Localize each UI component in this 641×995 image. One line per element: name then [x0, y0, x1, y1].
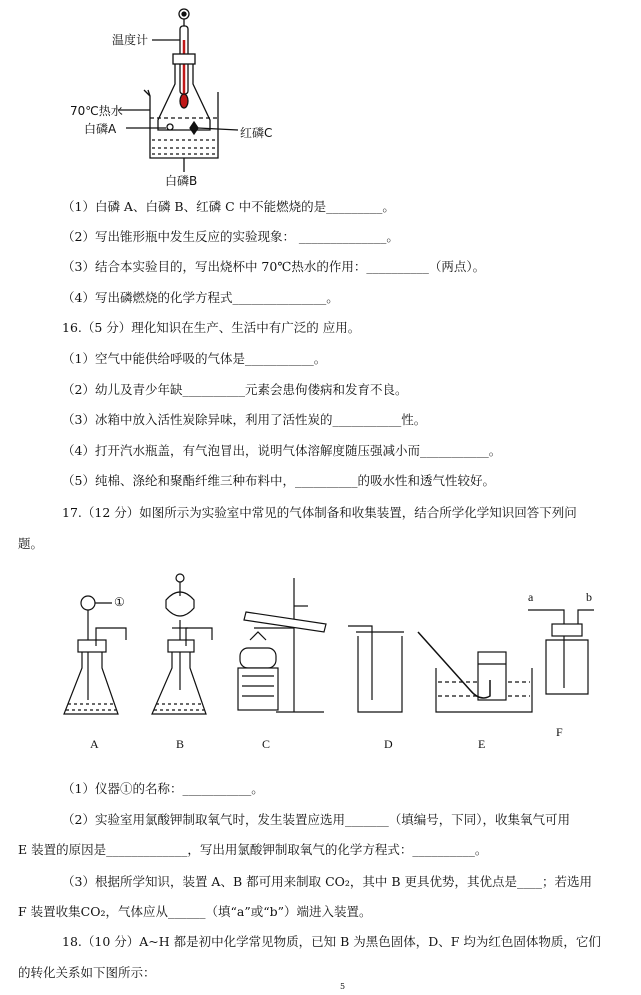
instrument-1-marker: ① — [114, 595, 125, 609]
q16-part5: （5）纯棉、涤纶和聚酯纤维三种布料中，__________的吸水性和透气性较好。 — [62, 473, 495, 488]
q17-part2-line1: （2）实验室用氯酸钾制取氧气时，发生装置应选用_______（填编号，下同），收集氧气可用 — [62, 812, 570, 827]
apparatus-c — [238, 578, 326, 712]
q15-part4: （4）写出磷燃烧的化学方程式_______________。 — [62, 290, 339, 305]
q16-part1: （1）空气中能供给呼吸的气体是___________。 — [62, 351, 327, 366]
label-a: A — [90, 737, 99, 751]
white-phosphorus-b-label: 白磷B — [165, 174, 198, 188]
q17-title-line2: 题。 — [18, 536, 44, 551]
apparatus-f — [528, 610, 594, 694]
q15-part1: （1）白磷 A、白磷 B、红磷 C 中不能燃烧的是_________。 — [62, 199, 395, 214]
hot-water-label: 70℃热水 — [70, 104, 123, 118]
label-d: D — [384, 737, 393, 751]
label-f: F — [556, 725, 563, 739]
q17-part3-line1: （3）根据所学知识，装置 A、B 都可用来制取 CO₂，其中 B 更具优势，其优点是____；若选用 — [62, 874, 593, 889]
q16-part4: （4）打开汽水瓶盖，有气泡冒出，说明气体溶解度随压强减小而___________。 — [62, 443, 502, 458]
q17-title-line1: 17.（12 分）如图所示为实验室中常见的气体制备和收集装置，结合所学化学知识回答下列问 — [62, 505, 577, 520]
q16-part3: （3）冰箱中放入活性炭除异味，利用了活性炭的___________性。 — [62, 412, 427, 427]
apparatus-d — [348, 626, 404, 712]
q15-part2: （2）写出锥形瓶中发生反应的实验现象： ______________。 — [62, 229, 399, 244]
apparatus-b — [152, 574, 212, 714]
page-number: 5 — [340, 982, 346, 991]
q17-part1: （1）仪器①的名称：___________。 — [62, 781, 264, 796]
label-e: E — [478, 737, 486, 751]
red-phosphorus-c-label: 红磷C — [240, 126, 273, 140]
q15-part3: （3）结合本实验目的，写出烧杯中 70℃热水的作用：__________（两点）。 — [62, 259, 486, 274]
thermometer-label: 温度计 — [112, 33, 149, 47]
port-b-label: b — [586, 590, 592, 604]
q16-title: 16.（5 分）理化知识在生产、生活中有广泛的 应用。 — [62, 320, 361, 335]
q17-part2-line2: E 装置的原因是_____________，写出用氯酸钾制取氧气的化学方程式：__________。 — [18, 842, 488, 857]
label-b: B — [176, 737, 185, 751]
port-a-label: a — [528, 590, 534, 604]
apparatus-a — [64, 596, 126, 714]
q18-line2: 的转化关系如下图所示： — [18, 965, 156, 980]
label-c: C — [262, 737, 271, 751]
white-phosphorus-a-label: 白磷A — [84, 122, 117, 136]
q16-part2: （2）幼儿及青少年缺__________元素会患佝偻病和发育不良。 — [62, 382, 408, 397]
q18-line1: 18.（10 分）A~H 都是初中化学常见物质，已知 B 为黑色固体，D、F 均为红色固体物质，它们 — [62, 934, 601, 949]
apparatus-e — [418, 632, 532, 712]
q17-part3-line2: F 装置收集CO₂，气体应从______（填“a”或“b”）端进入装置。 — [18, 904, 372, 919]
